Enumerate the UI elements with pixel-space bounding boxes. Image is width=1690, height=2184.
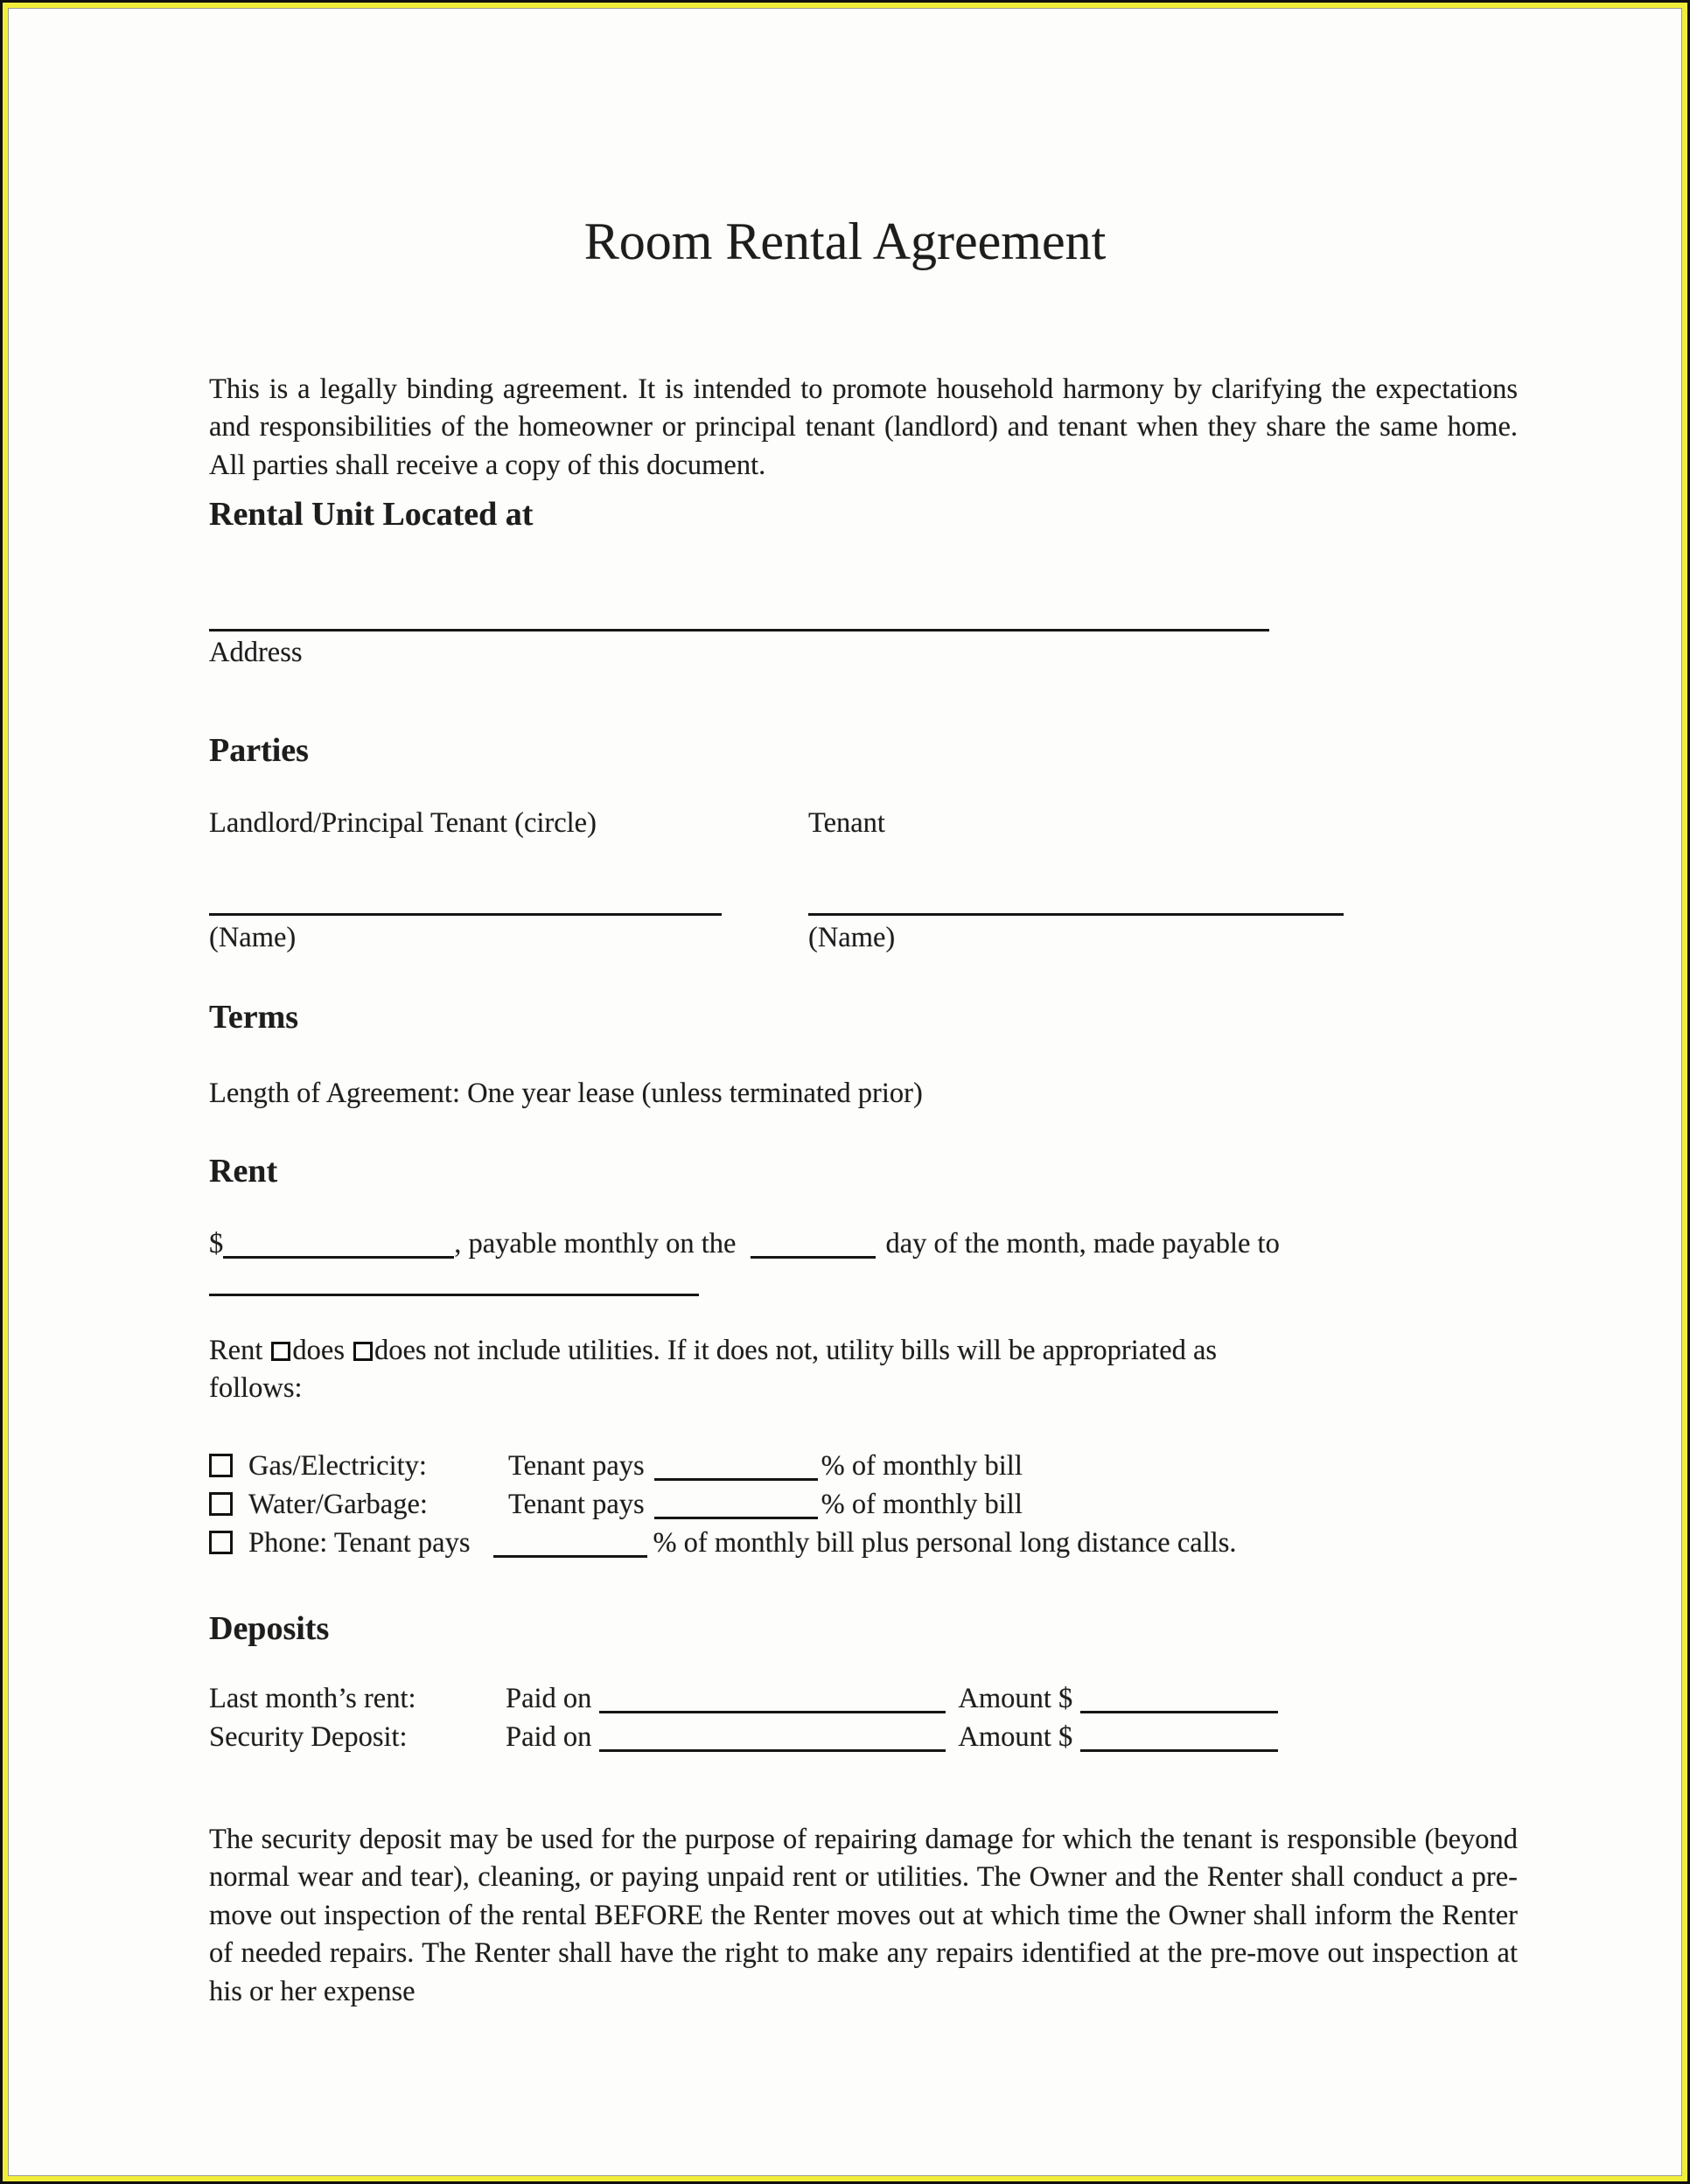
dollar-sign: $	[209, 1228, 224, 1259]
amount-text: Amount $	[958, 1721, 1073, 1753]
tenant-pays-text: Tenant pays	[508, 1450, 645, 1482]
document-content	[3, 3, 1687, 2181]
length-of-agreement-line: Length of Agreement: One year lease (unless terminated prior)	[209, 1078, 923, 1109]
utility-row-phone	[209, 1525, 1237, 1562]
checkbox-does-not-icon	[353, 1342, 373, 1361]
tenant-name-field-line	[808, 913, 1344, 916]
utility-label: Water/Garbage:	[248, 1489, 428, 1520]
utility-suffix: % of monthly bill plus personal long distance calls.	[653, 1527, 1237, 1559]
intro-paragraph: This is a legally binding agreement. It is intended to promote household harmony by clarifying the expectations and responsibilities of the homeowner or principal tenant (landlord) and tenant when they share the same home. All parties shall receive a copy of this document.	[209, 373, 1518, 481]
deposit-row-last-month	[209, 1680, 1278, 1718]
landlord-name-field-line	[209, 913, 722, 916]
last-month-paid-on-field-line	[599, 1685, 946, 1713]
paid-on-text: Paid on	[506, 1683, 592, 1714]
tenant-name-caption: (Name)	[808, 922, 896, 953]
address-label: Address	[209, 637, 303, 668]
phone-percent-field-line	[493, 1530, 647, 1558]
security-amount-field-line	[1080, 1724, 1278, 1752]
checkbox-water-icon	[209, 1492, 233, 1516]
landlord-name-caption: (Name)	[209, 922, 297, 953]
checkbox-does-icon	[271, 1342, 290, 1361]
utilities-does-not-text: does not include utilities. If it does not, utility bills will be appropriated as	[374, 1335, 1218, 1366]
security-paid-on-field-line	[599, 1724, 946, 1752]
address-field-line	[209, 629, 1269, 631]
utility-row-water	[209, 1486, 1023, 1524]
security-deposit-paragraph: The security deposit may be used for the purpose of repairing damage for which the tenant is responsible (beyond normal wear and tear), cleaning, or paying unpaid rent or utilities. The Owner and the Renter shall conduct a pre-move out inspection of the rental BEFORE the Renter moves out at which time the Owner shall inform the Renter of needed repairs. The Renter shall have the right to make any repairs identified at the pre-move out inspection at his or her expense	[209, 1823, 1518, 2007]
checkbox-gas-icon	[209, 1454, 233, 1477]
amount-text: Amount $	[958, 1683, 1073, 1714]
rent-sentence	[209, 1225, 1280, 1263]
rent-sentence-end: day of the month, made payable to	[885, 1228, 1280, 1259]
utility-row-gas	[209, 1448, 1023, 1485]
section-heading-parties: Parties	[209, 732, 309, 769]
utility-suffix: % of monthly bill	[821, 1489, 1023, 1520]
utilities-sentence-line1	[209, 1332, 1217, 1370]
checkbox-phone-icon	[209, 1531, 233, 1554]
deposit-label: Security Deposit:	[209, 1721, 408, 1753]
water-percent-field-line	[654, 1491, 818, 1519]
landlord-label: Landlord/Principal Tenant (circle)	[209, 807, 597, 839]
rent-amount-field-line	[223, 1231, 454, 1259]
deposit-row-security	[209, 1719, 1278, 1756]
utilities-does-text: does	[292, 1335, 345, 1366]
page-title: Room Rental Agreement	[583, 213, 1107, 270]
tenant-pays-text: Tenant pays	[508, 1489, 645, 1520]
rent-sentence-middle: , payable monthly on the	[454, 1228, 737, 1259]
utility-label: Phone: Tenant pays	[248, 1527, 471, 1559]
deposit-label: Last month’s rent:	[209, 1683, 416, 1714]
section-heading-rent: Rent	[209, 1153, 278, 1190]
section-heading-rental-unit: Rental Unit Located at	[209, 496, 534, 533]
utility-suffix: % of monthly bill	[821, 1450, 1023, 1482]
paid-on-text: Paid on	[506, 1721, 592, 1753]
utilities-sentence	[209, 1332, 1217, 1407]
section-heading-terms: Terms	[209, 999, 299, 1036]
utilities-sentence-line2: follows:	[209, 1372, 303, 1404]
rent-day-field-line	[751, 1231, 876, 1259]
utility-label: Gas/Electricity:	[248, 1450, 427, 1482]
section-heading-deposits: Deposits	[209, 1610, 330, 1647]
payable-to-field-line	[209, 1294, 699, 1296]
tenant-label: Tenant	[808, 807, 885, 839]
utilities-pre-text: Rent	[209, 1335, 263, 1366]
gas-percent-field-line	[654, 1453, 818, 1481]
last-month-amount-field-line	[1080, 1685, 1278, 1713]
